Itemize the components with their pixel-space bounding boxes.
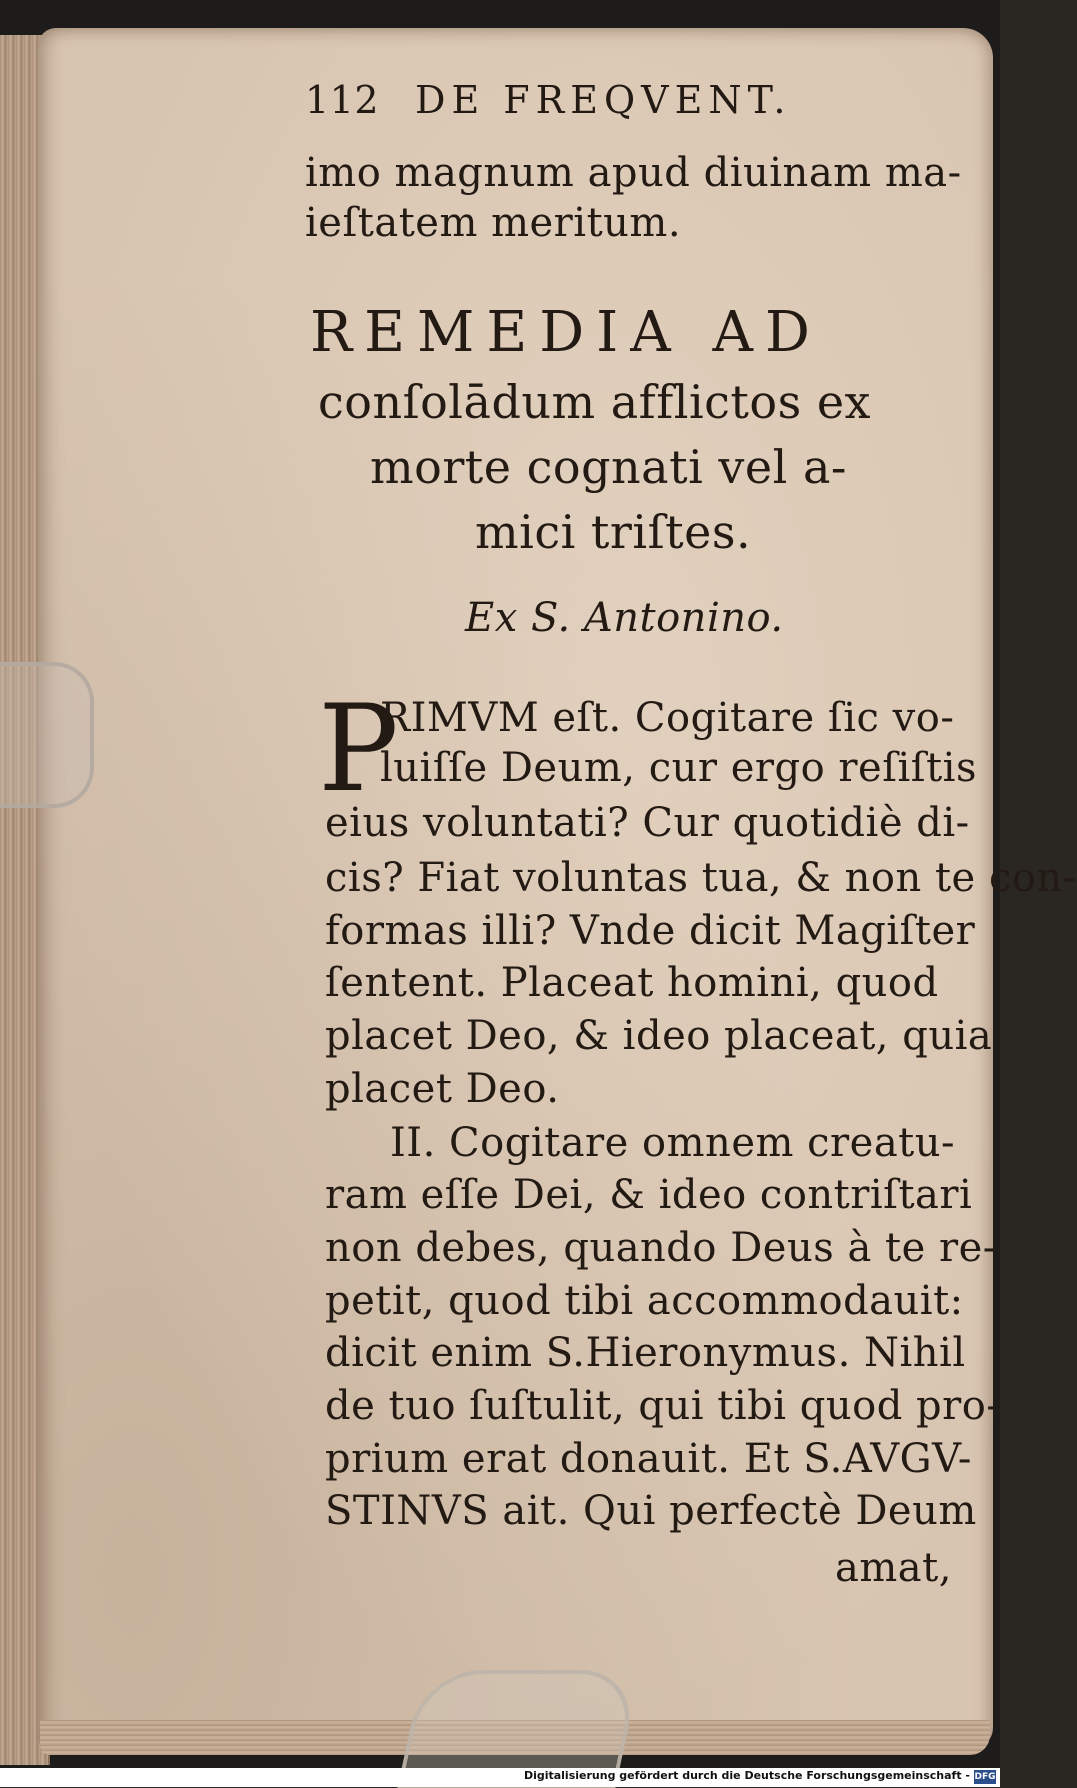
running-head: DE FREQVENT.: [415, 78, 792, 122]
paragraph-line: dicit enim S.Hieronymus. Nihil: [325, 1330, 966, 1376]
paragraph-line: eius voluntati? Cur quotidiè di-: [325, 800, 970, 846]
paragraph-line: formas illi? Vnde dicit Magiſter: [325, 908, 976, 954]
paragraph-line: II. Cogitare omnem creatu-: [390, 1120, 956, 1166]
digitization-credit: Digitalisierung gefördert durch die Deutsche Forschungsgemeinschaft -: [523, 1769, 970, 1782]
paragraph-line: ram eſſe Dei, & ideo contriſtari: [325, 1172, 973, 1218]
paragraph-line: luiſſe Deum, cur ergo reſiſtis: [380, 745, 977, 791]
paragraph-line: cis? Fiat voluntas tua, & non te con-: [325, 855, 1077, 901]
paragraph-line: ſentent. Placeat homini, quod: [325, 960, 939, 1006]
section-heading-line: mici triſtes.: [475, 505, 752, 559]
dfg-logo: DFG: [974, 1772, 996, 1782]
paragraph-line: non debes, quando Deus à te re-: [325, 1225, 997, 1271]
paragraph-line: prium erat donauit. Et S.AVGV-: [325, 1436, 972, 1482]
continuation-line: ieſtatem meritum.: [305, 200, 682, 246]
section-heading-line: REMEDIA AD: [310, 300, 822, 365]
paragraph-line: petit, quod tibi accommodauit:: [325, 1278, 964, 1324]
paragraph-line: RIMVM eſt. Cogitare ſic vo-: [380, 695, 955, 741]
paragraph-line: de tuo ſuſtulit, qui tibi quod pro-: [325, 1383, 1001, 1429]
section-heading-line: morte cognati vel a-: [370, 440, 847, 494]
drop-cap-initial: P: [318, 680, 399, 819]
paragraph-line: STINVS ait. Qui perfectè Deum: [325, 1488, 977, 1534]
page-clip-left: [0, 662, 94, 808]
continuation-line: imo magnum apud diuinam ma-: [305, 150, 962, 196]
paragraph-line: placet Deo, & ideo placeat, quia: [325, 1013, 993, 1059]
page-number: 112: [305, 78, 380, 122]
catchword: amat,: [835, 1545, 952, 1591]
paragraph-line: placet Deo.: [325, 1066, 560, 1112]
section-heading-line: conſolādum afflictos ex: [318, 375, 871, 429]
source-attribution: Ex S. Antonino.: [465, 595, 784, 641]
